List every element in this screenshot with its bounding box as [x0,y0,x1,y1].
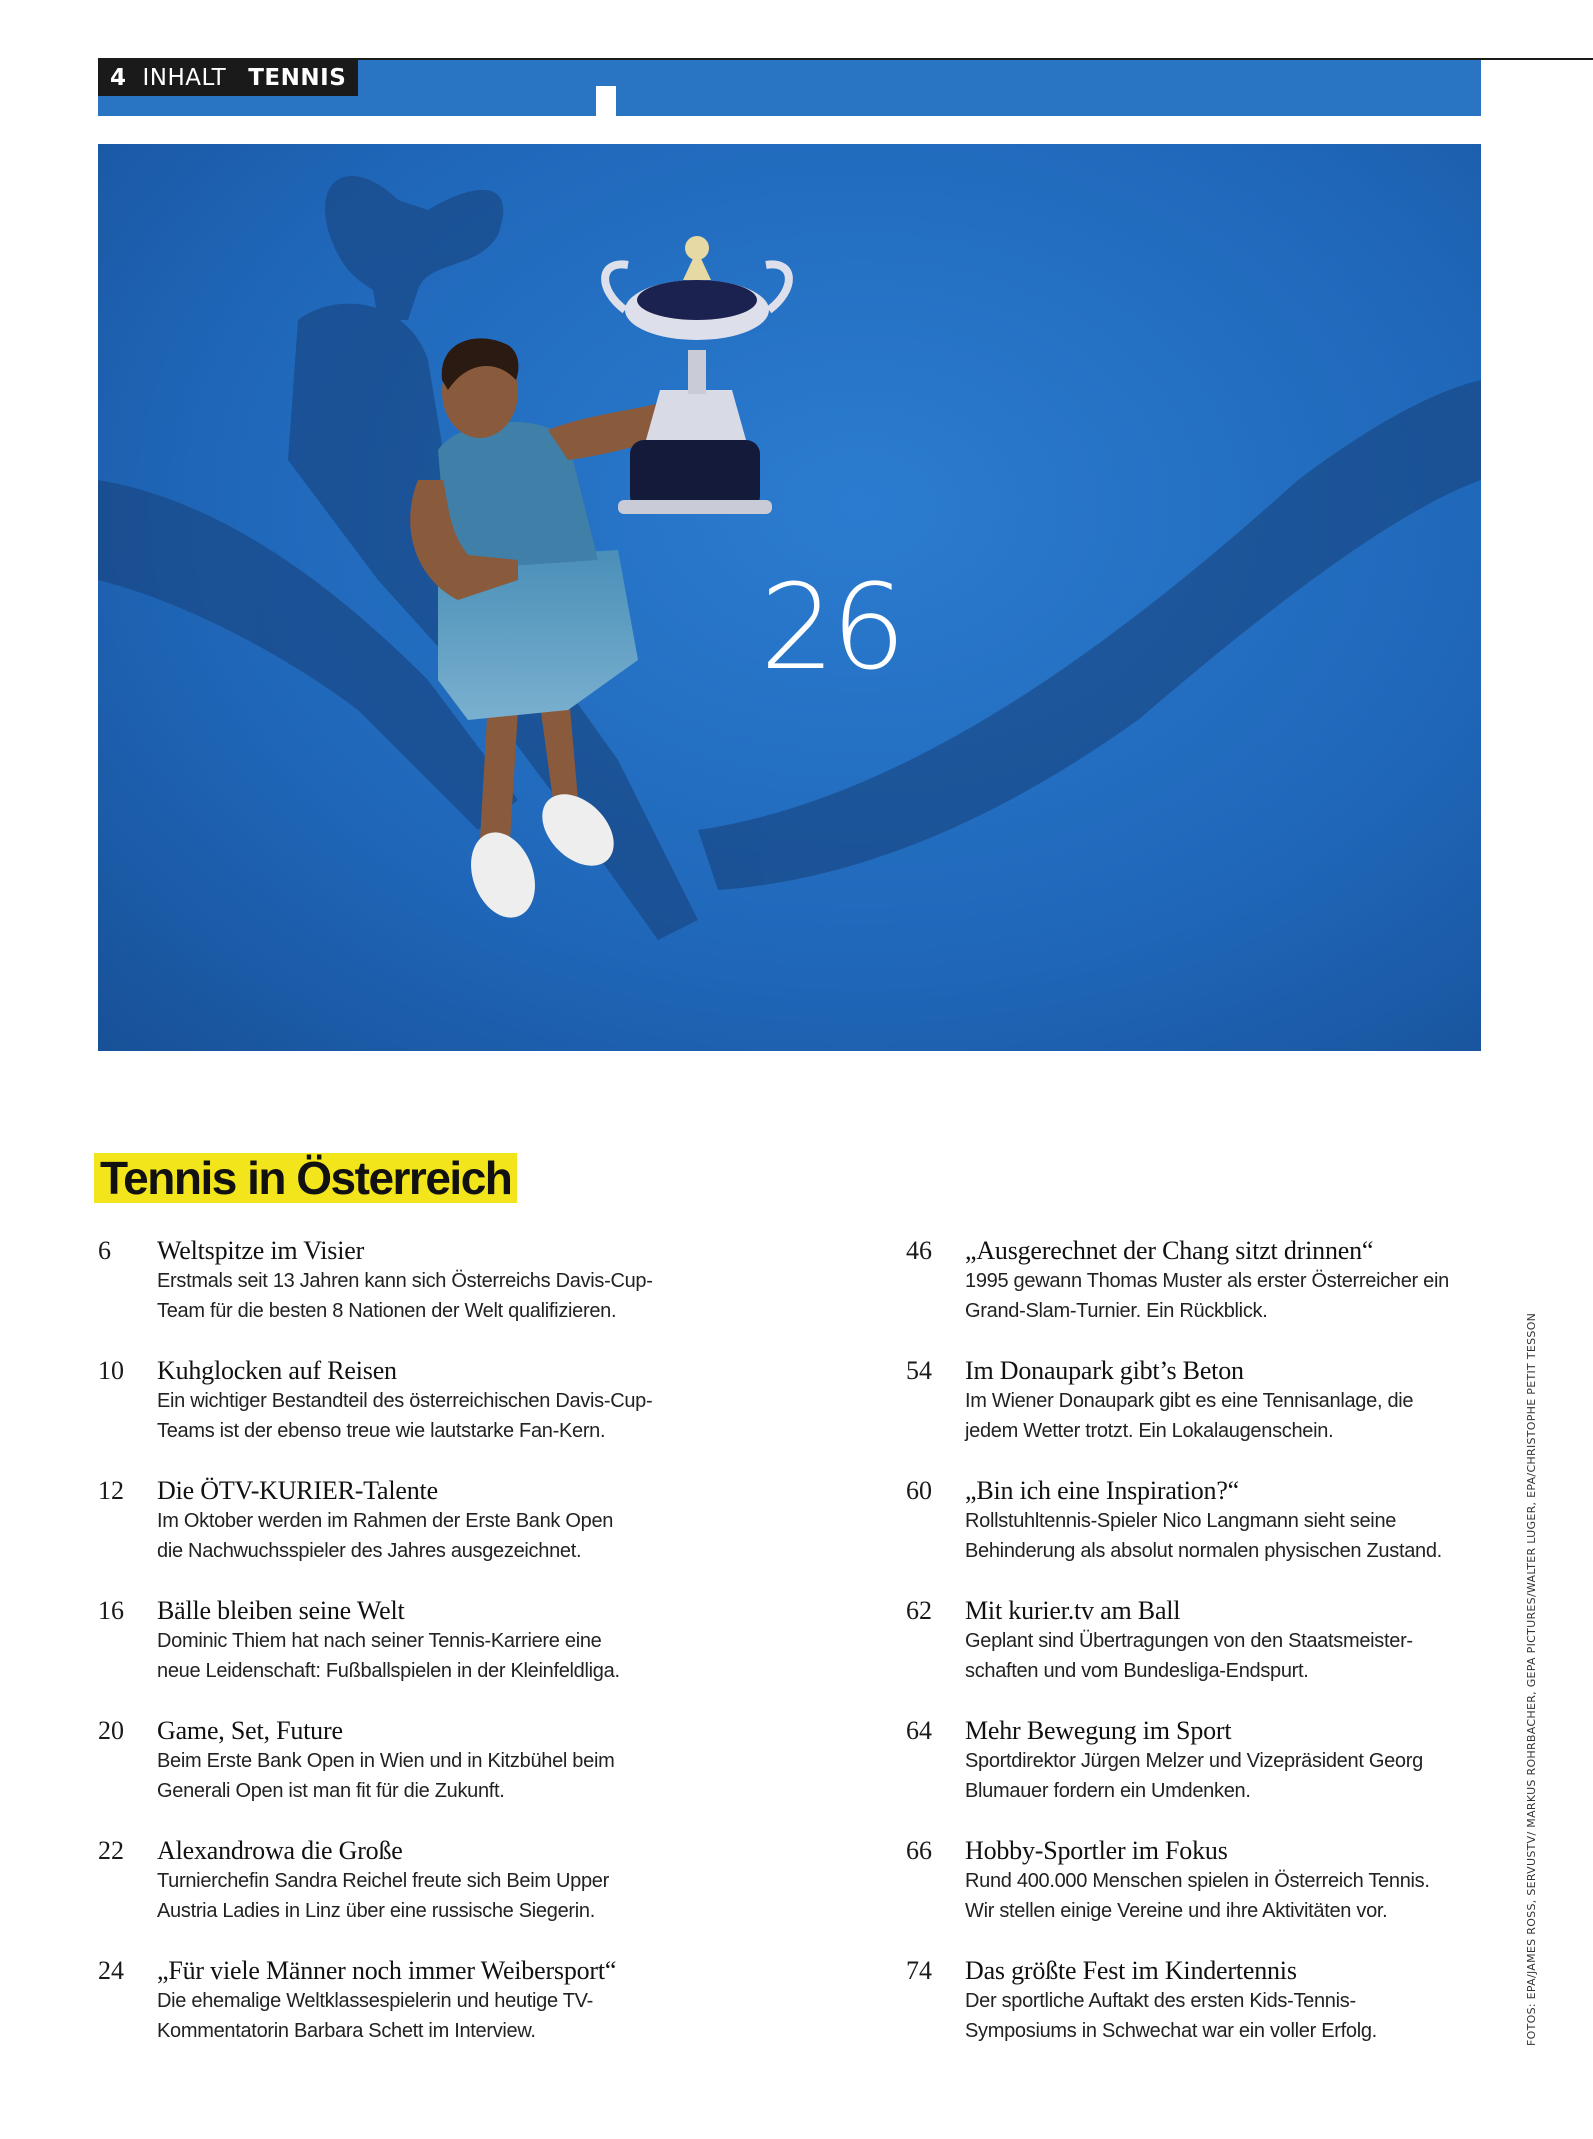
toc-right-column [906,1236,1486,2076]
toc-description-line: 1995 gewann Thomas Muster als erster Österreicher ein [965,1270,1449,1292]
toc-item[interactable] [98,1596,658,1716]
toc-item[interactable] [98,1236,658,1356]
toc-description-line: Grand-Slam-Turnier. Ein Rückblick. [965,1300,1268,1322]
toc-title: Im Donaupark gibt’s Beton [965,1356,1244,1385]
toc-title: „Für viele Männer noch immer Weibersport“ [157,1956,617,1985]
hero-photo [98,60,1481,1051]
toc-description-line: neue Leidenschaft: Fußballspielen in der Kleinfeldliga. [157,1660,620,1682]
toc-page-number: 74 [906,1956,932,1985]
toc-description-line: schaften und vom Bundesliga-Endspurt. [965,1660,1309,1682]
toc-item[interactable] [98,1716,658,1836]
toc-page-number: 64 [906,1716,932,1745]
toc-page-number: 46 [906,1236,932,1265]
toc-item[interactable] [906,1836,1486,1956]
toc-page-number: 24 [98,1956,124,1985]
tennis-court-illustration [98,60,1481,1051]
toc-title: Kuhglocken auf Reisen [157,1356,397,1385]
toc-description-line: Sportdirektor Jürgen Melzer und Vizepräsident Georg [965,1750,1423,1772]
toc-item[interactable] [906,1956,1486,2076]
toc-item[interactable] [98,1836,658,1956]
toc-description-line: Wir stellen einige Vereine und ihre Aktivitäten vor. [965,1900,1388,1922]
toc-description-line: jedem Wetter trotzt. Ein Lokalaugenschein. [965,1420,1334,1442]
toc-page-number: 66 [906,1836,932,1865]
toc-page-number: 60 [906,1476,932,1505]
toc-item[interactable] [906,1236,1486,1356]
toc-page-number: 12 [98,1476,124,1505]
toc-page-number: 54 [906,1356,932,1385]
toc-description-line: die Nachwuchsspieler des Jahres ausgezeichnet. [157,1540,582,1562]
toc-description-line: Teams ist der ebenso treue wie lautstarke Fan-Kern. [157,1420,606,1442]
page-header-tag [98,60,358,96]
toc-description-line: Dominic Thiem hat nach seiner Tennis-Karriere eine [157,1630,602,1652]
photo-credits: FOTOS: EPA/JAMES ROSS, SERVUSTV/ MARKUS ROHRBACHER, GEPA PICTURES/WALTER LUGER, EPA/CHRISTOPHE PETIT TESSON [1525,1312,1538,2046]
toc-description-line: Behinderung als absolut normalen physischen Zustand. [965,1540,1442,1562]
toc-title: Hobby-Sportler im Fokus [965,1836,1228,1865]
toc-title: Mit kurier.tv am Ball [965,1596,1181,1625]
toc-description-line: Ein wichtiger Bestandteil des österreichischen Davis-Cup- [157,1390,653,1412]
toc-description-line: Symposiums in Schwechat war ein voller Erfolg. [965,2020,1377,2042]
toc-description-line: Der sportliche Auftakt des ersten Kids-Tennis- [965,1990,1356,2012]
toc-item[interactable] [906,1356,1486,1476]
toc-description-line: Im Oktober werden im Rahmen der Erste Bank Open [157,1510,614,1532]
toc-description-line: Im Wiener Donaupark gibt es eine Tennisanlage, die [965,1390,1414,1412]
toc-title: „Ausgerechnet der Chang sitzt drinnen“ [965,1236,1374,1265]
toc-page-number: 6 [98,1236,111,1265]
toc-page-number: 22 [98,1836,124,1865]
toc-item[interactable] [98,1476,658,1596]
toc-title: Mehr Bewegung im Sport [965,1716,1232,1745]
toc-description-line: Rollstuhltennis-Spieler Nico Langmann sieht seine [965,1510,1397,1532]
toc-description-line: Geplant sind Übertragungen von den Staatsmeister- [965,1630,1413,1652]
toc-description-line: Austria Ladies in Linz über eine russische Siegerin. [157,1900,595,1922]
section-label: INHALT [142,65,227,91]
category-label: TENNIS [248,65,347,91]
toc-item[interactable] [906,1476,1486,1596]
toc-item[interactable] [98,1956,658,2076]
toc-page-number: 10 [98,1356,124,1385]
toc-description-line: Die ehemalige Weltklassespielerin und heutige TV- [157,1990,593,2012]
toc-description-line: Generali Open ist man fit für die Zukunft. [157,1780,505,1802]
toc-description-line: Erstmals seit 13 Jahren kann sich Österreichs Davis-Cup- [157,1270,653,1292]
toc-title: Die ÖTV-KURIER-Talente [157,1476,438,1505]
toc-title: Das größte Fest im Kindertennis [965,1956,1297,1985]
toc-item[interactable] [906,1596,1486,1716]
toc-page-number: 20 [98,1716,124,1745]
toc-description-line: Team für die besten 8 Nationen der Welt qualifizieren. [157,1300,617,1322]
toc-description-line: Blumauer fordern ein Umdenken. [965,1780,1251,1802]
toc-description-line: Rund 400.000 Menschen spielen in Österreich Tennis. [965,1870,1430,1892]
toc-left-column [98,1236,658,2076]
toc-page-number: 16 [98,1596,124,1625]
section-heading: Tennis in Österreich [94,1153,517,1203]
toc-title: Game, Set, Future [157,1716,343,1745]
toc-description-line: Turnierchefin Sandra Reichel freute sich Beim Upper [157,1870,609,1892]
toc-page-number: 62 [906,1596,932,1625]
photo-page-reference: 26 [760,558,903,696]
toc-title: Alexandrowa die Große [157,1836,403,1865]
page-number: 4 [110,65,127,91]
toc-title: Bälle bleiben seine Welt [157,1596,405,1625]
toc-description-line: Beim Erste Bank Open in Wien und in Kitzbühel beim [157,1750,615,1772]
toc-title: Weltspitze im Visier [157,1236,365,1265]
toc-item[interactable] [98,1356,658,1476]
toc-description-line: Kommentatorin Barbara Schett im Interview. [157,2020,536,2042]
toc-title: „Bin ich eine Inspiration?“ [965,1476,1239,1505]
toc-item[interactable] [906,1716,1486,1836]
